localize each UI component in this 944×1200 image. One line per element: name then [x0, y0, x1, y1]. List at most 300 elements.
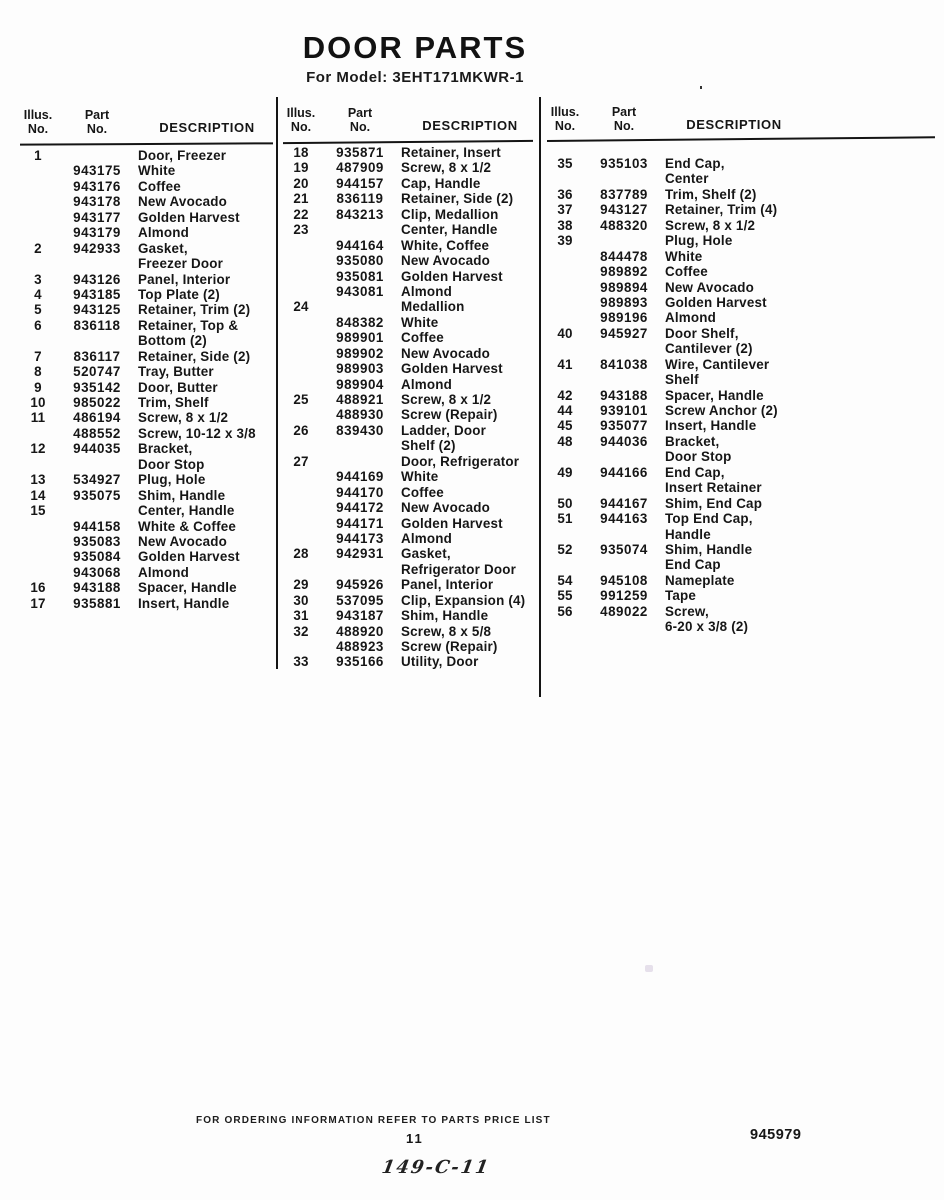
illus-no-cell: 49 [557, 464, 573, 480]
part-no-cell: 944166 [600, 464, 648, 480]
description-cell: Screw (Repair) [401, 639, 498, 654]
table-row [283, 407, 539, 422]
table-row [547, 542, 803, 557]
description-cell: Top Plate (2) [138, 286, 220, 302]
description-cell: Medallion [401, 299, 465, 315]
description-cell: Coffee [138, 178, 181, 194]
illus-no-cell: 29 [293, 577, 309, 593]
part-no-cell: 944170 [336, 484, 384, 500]
table-row [547, 449, 803, 464]
illus-no-cell: 30 [293, 592, 309, 608]
part-no-cell: 836119 [336, 191, 384, 207]
description-cell: Retainer, Side (2) [401, 191, 514, 207]
table-row [547, 372, 803, 387]
table-row [283, 284, 539, 299]
description-cell: Insert Retainer [665, 480, 762, 496]
illus-no-cell: 19 [293, 160, 309, 176]
part-no-header: Part No. [347, 106, 373, 134]
table-row [283, 654, 539, 669]
illus-no-cell [283, 516, 319, 531]
illus-no-cell [283, 500, 319, 515]
part-no-cell: 935881 [73, 595, 121, 611]
description-cell: Door, Refrigerator [401, 453, 520, 469]
model-subtitle: For Model: 3EHT171MKWR-1 [306, 69, 524, 86]
illus-no-cell: 20 [293, 175, 309, 191]
handwritten-code: 149-C-11 [380, 1157, 492, 1178]
table-row [547, 588, 803, 603]
table-row [20, 426, 276, 441]
part-no-cell: 935074 [600, 541, 648, 557]
description-cell: Utility, Door [401, 654, 479, 670]
part-no-cell [593, 449, 655, 464]
scan-speck [700, 86, 702, 89]
illus-no-cell: 25 [293, 392, 309, 407]
illus-no-cell [283, 407, 319, 422]
table-row [547, 295, 803, 310]
illus-no-cell [20, 225, 56, 240]
part-no-cell: 943187 [336, 608, 384, 624]
part-no-cell [329, 299, 391, 314]
part-no-cell: 943188 [73, 580, 121, 596]
illus-no-cell: 35 [557, 156, 573, 171]
parts-column-2 [283, 106, 539, 670]
part-no-cell: 841038 [600, 356, 648, 372]
table-row [283, 562, 539, 577]
description-header: DESCRIPTION [422, 118, 518, 133]
illus-no-cell [20, 426, 56, 441]
illus-no-cell [283, 438, 319, 453]
illus-no-cell: 44 [557, 403, 573, 418]
part-no-cell: 836118 [73, 317, 121, 333]
part-no-cell: 935080 [336, 253, 384, 269]
illus-no-cell [20, 565, 56, 580]
description-cell: Screw, 8 x 1/2 [401, 392, 492, 407]
table-row [20, 302, 276, 317]
table-row [283, 454, 539, 469]
illus-no-cell: 3 [34, 271, 42, 287]
illus-no-cell: 22 [293, 206, 309, 222]
illus-no-cell [547, 264, 583, 279]
illus-no-cell [547, 295, 583, 310]
table-row [283, 191, 539, 206]
table-row [547, 619, 803, 634]
table-row [20, 210, 276, 225]
part-no-cell: 839430 [336, 422, 384, 438]
illus-no-cell: 42 [557, 387, 573, 403]
parts-rows [20, 148, 276, 611]
table-row [547, 496, 803, 511]
column-divider [276, 97, 278, 669]
part-no-cell [593, 233, 655, 248]
part-no-cell: 989196 [600, 310, 648, 326]
table-row [547, 388, 803, 403]
description-cell: Clip, Medallion [401, 206, 499, 222]
part-no-cell: 943188 [600, 387, 648, 403]
table-row [20, 488, 276, 503]
description-cell: Coffee [665, 264, 708, 280]
description-cell: Door Stop [665, 449, 732, 465]
description-header: DESCRIPTION [159, 120, 255, 135]
description-cell: Center, Handle [138, 503, 235, 519]
table-row [547, 280, 803, 295]
part-no-cell: 943175 [73, 163, 121, 179]
column-header [547, 105, 803, 133]
illus-no-cell [283, 531, 319, 546]
illus-no-cell [20, 457, 56, 472]
description-cell: Cantilever (2) [665, 341, 753, 357]
table-row [283, 485, 539, 500]
part-no-cell: 945926 [336, 577, 384, 593]
table-row [547, 480, 803, 495]
description-cell: Handle [665, 526, 711, 542]
table-row [20, 565, 276, 580]
description-cell: New Avocado [138, 533, 228, 549]
table-row [547, 171, 803, 186]
illus-no-cell: 33 [293, 654, 309, 670]
part-no-cell: 943081 [336, 283, 384, 299]
part-no-cell: 488923 [336, 639, 384, 654]
illus-no-header: Illus. No. [286, 106, 316, 134]
table-row [283, 269, 539, 284]
table-row [20, 457, 276, 472]
illus-no-cell: 12 [30, 441, 46, 457]
illus-no-header: Illus. No. [23, 108, 53, 136]
part-no-cell: 935103 [600, 156, 648, 171]
description-cell: Golden Harvest [401, 361, 503, 377]
description-cell: Golden Harvest [138, 209, 240, 225]
illus-no-cell [20, 210, 56, 225]
illus-no-cell: 26 [293, 422, 309, 438]
table-row [547, 249, 803, 264]
description-cell: Top End Cap, [665, 511, 753, 527]
description-cell: White [401, 469, 439, 485]
illus-no-cell [283, 469, 319, 484]
part-no-cell: 945927 [600, 325, 648, 341]
description-cell: Screw, 8 x 1/2 [138, 410, 229, 426]
part-no-cell: 488320 [600, 217, 648, 233]
table-row [283, 377, 539, 392]
illus-no-header: Illus. No. [550, 105, 580, 133]
description-cell: White [665, 248, 703, 264]
illus-no-cell [20, 163, 56, 178]
table-row [547, 465, 803, 480]
table-row [20, 395, 276, 410]
description-cell: Center [665, 171, 709, 187]
illus-no-cell: 52 [557, 541, 573, 557]
part-no-cell: 943176 [73, 178, 121, 194]
table-row [20, 503, 276, 518]
table-row [283, 438, 539, 453]
illus-no-cell: 8 [34, 364, 42, 380]
part-no-cell: 935166 [336, 654, 384, 670]
ordering-note: FOR ORDERING INFORMATION REFER TO PARTS PRICE LIST [196, 1115, 551, 1126]
part-no-cell: 935081 [336, 268, 384, 284]
table-row [20, 318, 276, 333]
table-row [283, 315, 539, 330]
table-row [20, 380, 276, 395]
table-row [547, 557, 803, 572]
description-cell: Almond [665, 310, 717, 326]
table-row [20, 472, 276, 487]
part-no-cell: 942933 [73, 240, 121, 256]
illus-no-cell: 7 [34, 348, 42, 364]
page-title: DOOR PARTS [302, 30, 528, 65]
part-no-cell: 488930 [336, 407, 384, 423]
description-cell: Wire, Cantilever [665, 356, 770, 372]
document-number: 945979 [750, 1127, 802, 1143]
part-no-cell: 943179 [73, 225, 121, 241]
illus-no-cell: 9 [34, 379, 42, 395]
illus-no-cell: 23 [293, 222, 309, 238]
illus-no-cell [547, 249, 583, 264]
part-no-cell [593, 557, 655, 572]
description-cell: Coffee [401, 484, 444, 500]
description-cell: Insert, Handle [665, 418, 757, 434]
table-row [283, 392, 539, 407]
header-rule [20, 142, 273, 145]
description-cell: Coffee [401, 330, 444, 346]
table-row [283, 423, 539, 438]
description-cell: Screw, 10-12 x 3/8 [138, 425, 256, 441]
part-no-cell: 943127 [600, 202, 648, 218]
description-cell: Door Stop [138, 456, 205, 472]
description-cell: Door, Butter [138, 379, 218, 395]
illus-no-cell [20, 194, 56, 209]
illus-no-cell: 38 [557, 217, 573, 233]
description-cell: End Cap, [665, 464, 725, 480]
illus-no-cell [20, 333, 56, 348]
illus-no-cell: 37 [557, 202, 573, 218]
description-cell: Screw, [665, 603, 709, 619]
illus-no-cell: 17 [30, 595, 46, 611]
part-no-cell: 520747 [73, 364, 121, 380]
table-row [547, 218, 803, 233]
table-row [547, 264, 803, 279]
illus-no-cell: 55 [557, 588, 573, 604]
table-row [547, 573, 803, 588]
illus-no-cell [283, 315, 319, 330]
parts-rows [283, 145, 539, 670]
illus-no-cell: 45 [557, 418, 573, 434]
description-cell: Almond [401, 283, 453, 299]
illus-no-cell: 54 [557, 572, 573, 588]
illus-no-cell [547, 171, 583, 186]
table-row [547, 434, 803, 449]
part-no-cell: 944172 [336, 500, 384, 516]
illus-no-cell: 27 [293, 453, 309, 469]
illus-no-cell [547, 310, 583, 325]
description-cell: 6-20 x 3/8 (2) [665, 619, 749, 635]
part-no-cell: 989892 [600, 264, 648, 280]
part-no-cell: 488920 [336, 623, 384, 639]
illus-no-cell [20, 534, 56, 549]
illus-no-cell: 18 [293, 145, 309, 160]
table-row [283, 346, 539, 361]
table-row [20, 349, 276, 364]
table-row [20, 256, 276, 271]
description-cell: New Avocado [138, 194, 228, 210]
column-header [283, 106, 539, 134]
illus-no-cell [547, 619, 583, 634]
description-cell: Retainer, Side (2) [138, 348, 251, 364]
illus-no-cell [283, 330, 319, 345]
table-row [283, 207, 539, 222]
table-row [20, 272, 276, 287]
description-cell: Shim, Handle [401, 608, 489, 624]
description-cell: Screw, 8 x 5/8 [401, 623, 492, 639]
part-no-cell: 989903 [336, 361, 384, 377]
table-row [283, 176, 539, 191]
part-no-cell: 487909 [336, 160, 384, 176]
part-no-cell: 488552 [73, 425, 121, 441]
illus-no-cell: 2 [34, 240, 42, 256]
page-number: 11 [406, 1131, 424, 1146]
illus-no-cell: 56 [557, 603, 573, 619]
table-row [547, 418, 803, 433]
description-cell: Freezer Door [138, 256, 223, 272]
illus-no-cell: 1 [34, 148, 42, 163]
illus-no-cell: 11 [30, 410, 46, 426]
illus-no-cell: 48 [557, 433, 573, 449]
illus-no-cell [283, 253, 319, 268]
part-no-cell [66, 457, 128, 472]
description-cell: Retainer, Insert [401, 145, 501, 160]
description-cell: Almond [138, 564, 190, 580]
part-no-header: Part No. [84, 108, 110, 136]
illus-no-cell [283, 361, 319, 376]
illus-no-cell: 16 [30, 580, 46, 596]
table-row [283, 253, 539, 268]
illus-no-cell: 50 [557, 495, 573, 511]
description-cell: Screw, 8 x 1/2 [665, 217, 756, 233]
parts-column-1 [20, 108, 276, 611]
part-no-cell: 935075 [73, 487, 121, 503]
table-row [283, 608, 539, 623]
part-no-cell: 537095 [336, 592, 384, 608]
table-row [20, 596, 276, 611]
description-cell: Trim, Shelf [138, 395, 209, 410]
description-cell: New Avocado [665, 279, 755, 295]
part-no-cell: 989893 [600, 294, 648, 310]
table-row [547, 310, 803, 325]
part-no-cell [329, 222, 391, 237]
table-row [283, 222, 539, 237]
description-cell: Retainer, Top & [138, 317, 239, 333]
table-row [283, 145, 539, 160]
description-cell: Bottom (2) [138, 333, 207, 349]
part-no-cell: 945108 [600, 572, 648, 588]
part-no-cell: 935142 [73, 379, 121, 395]
description-cell: Golden Harvest [401, 268, 503, 284]
illus-no-cell [283, 238, 319, 253]
part-no-cell: 944157 [336, 175, 384, 191]
description-cell: Almond [401, 376, 453, 392]
part-no-header: Part No. [611, 105, 637, 133]
description-cell: Almond [138, 225, 190, 241]
table-row [20, 519, 276, 534]
title-block [20, 30, 810, 86]
table-row [547, 511, 803, 526]
table-row [547, 341, 803, 356]
description-cell: New Avocado [401, 500, 491, 516]
part-no-cell: 935871 [336, 145, 384, 160]
table-row [547, 403, 803, 418]
description-cell: Bracket, [138, 441, 193, 457]
table-row [20, 163, 276, 178]
illus-no-cell [547, 557, 583, 572]
part-no-cell: 935083 [73, 533, 121, 549]
illus-no-cell [547, 449, 583, 464]
description-cell: Plug, Hole [665, 233, 733, 249]
table-row [20, 333, 276, 348]
description-cell: Panel, Interior [138, 271, 231, 287]
illus-no-cell [547, 280, 583, 295]
part-no-cell: 943185 [73, 286, 121, 302]
table-row [283, 361, 539, 376]
illus-no-cell: 13 [30, 472, 46, 488]
description-cell: Spacer, Handle [138, 580, 237, 596]
part-no-cell: 848382 [336, 314, 384, 330]
description-cell: Tray, Butter [138, 364, 214, 380]
table-row [547, 202, 803, 217]
table-row [283, 299, 539, 314]
illus-no-cell [547, 527, 583, 542]
description-cell: Cap, Handle [401, 175, 481, 191]
description-cell: New Avocado [401, 253, 491, 269]
part-no-cell: 944173 [336, 530, 384, 546]
illus-no-cell [547, 480, 583, 495]
description-header: DESCRIPTION [686, 117, 782, 132]
description-cell: White [401, 314, 439, 330]
table-row [20, 410, 276, 425]
part-no-cell: 989894 [600, 279, 648, 295]
illus-no-cell [20, 179, 56, 194]
description-cell: Shim, Handle [665, 541, 753, 557]
part-no-cell: 944158 [73, 518, 121, 534]
part-no-cell: 935077 [600, 418, 648, 434]
column-header [20, 108, 276, 136]
column-divider [539, 97, 541, 697]
part-no-cell: 944164 [336, 237, 384, 253]
description-cell: Almond [401, 530, 453, 546]
table-row [20, 179, 276, 194]
description-cell: Gasket, [401, 546, 451, 562]
description-cell: Door Shelf, [665, 325, 739, 341]
table-row [547, 357, 803, 372]
parts-column-3 [547, 105, 803, 635]
description-cell: End Cap, [665, 156, 725, 171]
description-cell: Screw Anchor (2) [665, 403, 778, 418]
table-row [283, 500, 539, 515]
part-no-cell: 944171 [336, 515, 384, 531]
illus-no-cell: 32 [293, 623, 309, 639]
illus-no-cell: 40 [557, 325, 573, 341]
table-row [20, 549, 276, 564]
description-cell: Shim, End Cap [665, 495, 763, 511]
part-no-cell: 534927 [73, 472, 121, 488]
part-no-cell: 943126 [73, 271, 121, 287]
part-no-cell: 836117 [73, 348, 121, 364]
illus-no-cell [547, 341, 583, 356]
illus-no-cell [20, 519, 56, 534]
description-cell: Shelf (2) [401, 438, 456, 454]
part-no-cell [329, 562, 391, 577]
part-no-cell: 944169 [336, 469, 384, 485]
description-cell: Retainer, Trim (4) [665, 202, 778, 218]
table-row [547, 156, 803, 171]
illus-no-cell [283, 562, 319, 577]
illus-no-cell [20, 549, 56, 564]
